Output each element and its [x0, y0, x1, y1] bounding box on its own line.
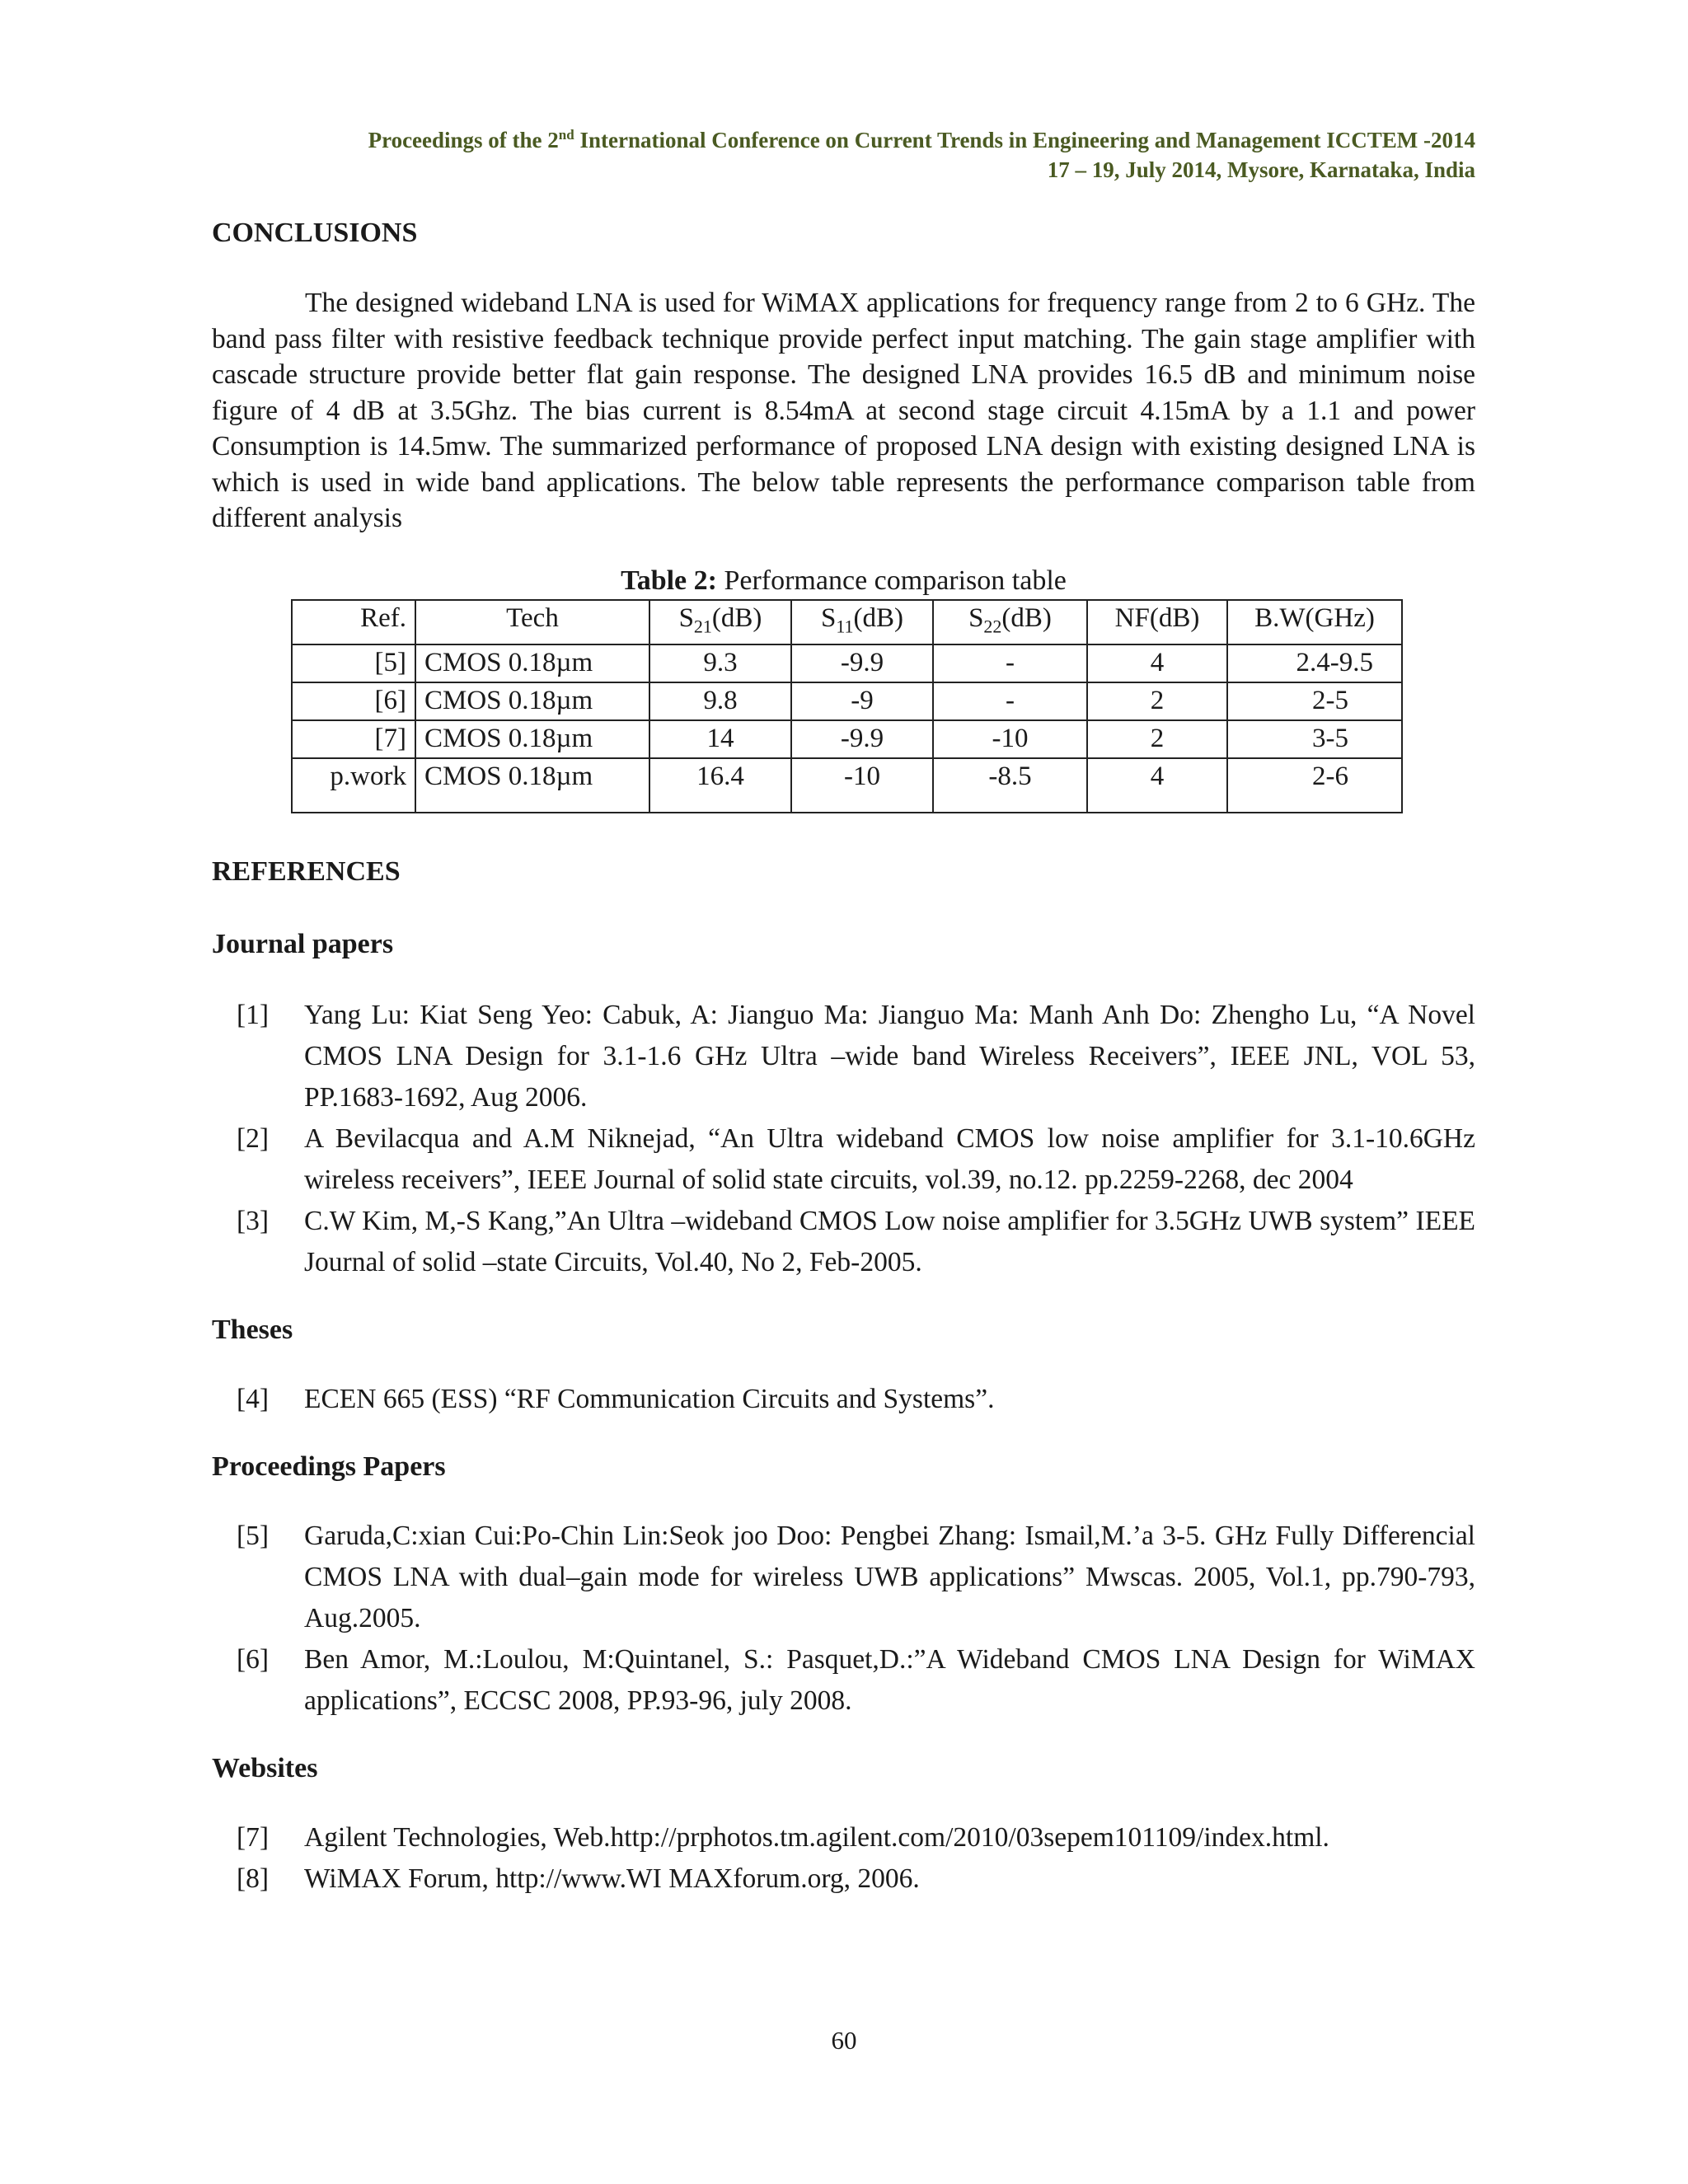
- references-heading: REFERENCES: [212, 856, 401, 888]
- reference-item: [212, 1639, 1475, 1722]
- header-bw: B.W(GHz): [1227, 600, 1402, 645]
- proceedings-papers-heading: Proceedings Papers: [212, 1451, 446, 1483]
- header-s21: [649, 600, 791, 645]
- reference-number: [6]: [237, 1644, 270, 1675]
- cell-tech: CMOS 0.18µm: [415, 720, 649, 758]
- header-nf: NF(dB): [1087, 600, 1227, 645]
- websites-heading: Websites: [212, 1753, 318, 1784]
- journal-papers-heading: Journal papers: [212, 929, 394, 960]
- conclusions-paragraph: The designed wideband LNA is used for WiMAX applications for frequency range from 2 to 6 GHz. The band pass filter with resistive feedback technique provide perfect input matching. The gain stage amplifier with cascade structure provide better flat gain response. The designed LNA provides 16.5 dB and minimum noise figure of 4 dB at 3.5Ghz. The bias current is 8.54mA at second stage circuit 4.15mA by a 1.1 and power Consumption is 14.5mw. The summarized performance of proposed LNA design with existing designed LNA is which is used in wide band applications. The below table represents the performance comparison table from different analysis: [212, 288, 1475, 533]
- header-line-2: 17 – 19, July 2014, Mysore, Karnataka, India: [1047, 157, 1475, 182]
- reference-number: [7]: [237, 1822, 270, 1854]
- table-caption: [212, 563, 1475, 599]
- journal-references: [212, 995, 1475, 1283]
- cell-s11: -10: [791, 758, 933, 813]
- cell-bw: 2.4-9.5: [1227, 644, 1402, 682]
- header-s11-base: S: [820, 602, 837, 633]
- cell-bw: 2-5: [1227, 682, 1402, 720]
- cell-s11: -9.9: [791, 644, 933, 682]
- header-superscript: nd: [558, 127, 574, 143]
- table-row: [292, 682, 1402, 720]
- reference-item: [212, 1118, 1475, 1201]
- cell-s21: 9.3: [649, 644, 791, 682]
- header-ref: Ref.: [292, 600, 415, 645]
- header-s11-unit: (dB): [853, 602, 904, 633]
- table-caption-text: Performance comparison table: [716, 565, 1067, 596]
- running-header: [157, 125, 1475, 185]
- performance-comparison-table: [291, 599, 1403, 814]
- table-row: [292, 720, 1402, 758]
- header-s22: [933, 600, 1087, 645]
- reference-number: [4]: [237, 1384, 270, 1415]
- reference-number: [3]: [237, 1206, 270, 1237]
- reference-number: [1]: [237, 1000, 270, 1031]
- theses-references: [212, 1379, 1475, 1420]
- cell-s11: -9.9: [791, 720, 933, 758]
- reference-item: [212, 1516, 1475, 1639]
- cell-tech: CMOS 0.18µm: [415, 758, 649, 813]
- reference-text: C.W Kim, M,-S Kang,”An Ultra –wideband CMOS Low noise amplifier for 3.5GHz UWB system” IEEE Journal of solid –state Circuits, Vol.40, No 2, Feb-2005.: [304, 1206, 1475, 1278]
- reference-text: Ben Amor, M.:Loulou, M:Quintanel, S.: Pasquet,D.:”A Wideband CMOS LNA Design for WiMAX applications”, ECCSC 2008, PP.93-96, july 2008.: [304, 1644, 1475, 1717]
- cell-tech: CMOS 0.18µm: [415, 682, 649, 720]
- reference-text: Garuda,C:xian Cui:Po-Chin Lin:Seok joo Doo: Pengbei Zhang: Ismail,M.’a 3-5. GHz Fully Differencial CMOS LNA with dual–gain mode for wireless UWB applications” Mwscas. 2005, Vol.1, pp.790-793, Aug.2005.: [304, 1521, 1475, 1634]
- reference-text: Agilent Technologies, Web.http://prphotos.tm.agilent.com/2010/03sepem101109/index.html.: [304, 1822, 1329, 1854]
- cell-ref: [6]: [292, 682, 415, 720]
- header-s11: [791, 600, 933, 645]
- reference-text: Yang Lu: Kiat Seng Yeo: Cabuk, A: Jianguo Ma: Jianguo Ma: Manh Anh Do: Zhengho Lu, “A Novel CMOS LNA Design for 3.1-1.6 GHz Ultra –wide band Wireless Receivers”, IEEE JNL, VOL 53, PP.1683-1692, Aug 2006.: [304, 1000, 1475, 1113]
- header-s22-base: S: [968, 602, 984, 633]
- reference-item: [212, 1379, 1475, 1420]
- cell-s11: -9: [791, 682, 933, 720]
- table-header-row: [292, 600, 1402, 645]
- cell-s21: 9.8: [649, 682, 791, 720]
- table-row: [292, 644, 1402, 682]
- website-references: [212, 1817, 1475, 1900]
- header-s22-sub: 22: [983, 616, 1002, 637]
- table-row: [292, 758, 1402, 813]
- cell-nf: 4: [1087, 758, 1227, 813]
- header-s21-unit: (dB): [711, 602, 762, 633]
- cell-s22: -10: [933, 720, 1087, 758]
- proceedings-references: [212, 1516, 1475, 1722]
- reference-item: [212, 1858, 1475, 1900]
- header-line-1-post: International Conference on Current Trends in Engineering and Management ICCTEM -2014: [574, 128, 1475, 152]
- cell-s21: 14: [649, 720, 791, 758]
- reference-item: [212, 1817, 1475, 1858]
- reference-number: [2]: [237, 1123, 270, 1155]
- reference-text: WiMAX Forum, http://www.WI MAXforum.org, 2006.: [304, 1863, 920, 1895]
- reference-text: A Bevilacqua and A.M Niknejad, “An Ultra wideband CMOS low noise amplifier for 3.1-10.6GHz wireless receivers”, IEEE Journal of solid state circuits, vol.39, no.12. pp.2259-2268, dec 2004: [304, 1123, 1475, 1196]
- reference-number: [8]: [237, 1863, 270, 1895]
- cell-bw: 2-6: [1227, 758, 1402, 813]
- header-tech: Tech: [415, 600, 649, 645]
- cell-nf: 4: [1087, 644, 1227, 682]
- conclusions-heading: CONCLUSIONS: [212, 218, 418, 248]
- table-caption-label: Table 2:: [621, 565, 717, 596]
- cell-nf: 2: [1087, 720, 1227, 758]
- reference-item: [212, 995, 1475, 1118]
- cell-bw: 3-5: [1227, 720, 1402, 758]
- cell-s22: -: [933, 682, 1087, 720]
- cell-ref: [5]: [292, 644, 415, 682]
- header-s11-sub: 11: [836, 616, 854, 637]
- cell-tech: CMOS 0.18µm: [415, 644, 649, 682]
- cell-s22: -8.5: [933, 758, 1087, 813]
- cell-s22: -: [933, 644, 1087, 682]
- header-s21-sub: 21: [693, 616, 712, 637]
- page-number: 60: [831, 2026, 857, 2055]
- header-line-1: [157, 125, 1475, 155]
- header-s22-unit: (dB): [1001, 602, 1052, 633]
- reference-item: [212, 1201, 1475, 1283]
- cell-nf: 2: [1087, 682, 1227, 720]
- page-content: [212, 213, 1475, 1900]
- reference-text: ECEN 665 (ESS) “RF Communication Circuits and Systems”.: [304, 1384, 995, 1415]
- cell-s21: 16.4: [649, 758, 791, 813]
- cell-ref: p.work: [292, 758, 415, 813]
- theses-heading: Theses: [212, 1315, 293, 1346]
- header-s21-base: S: [678, 602, 694, 633]
- header-line-1-pre: Proceedings of the 2: [368, 128, 559, 152]
- cell-ref: [7]: [292, 720, 415, 758]
- reference-number: [5]: [237, 1521, 270, 1552]
